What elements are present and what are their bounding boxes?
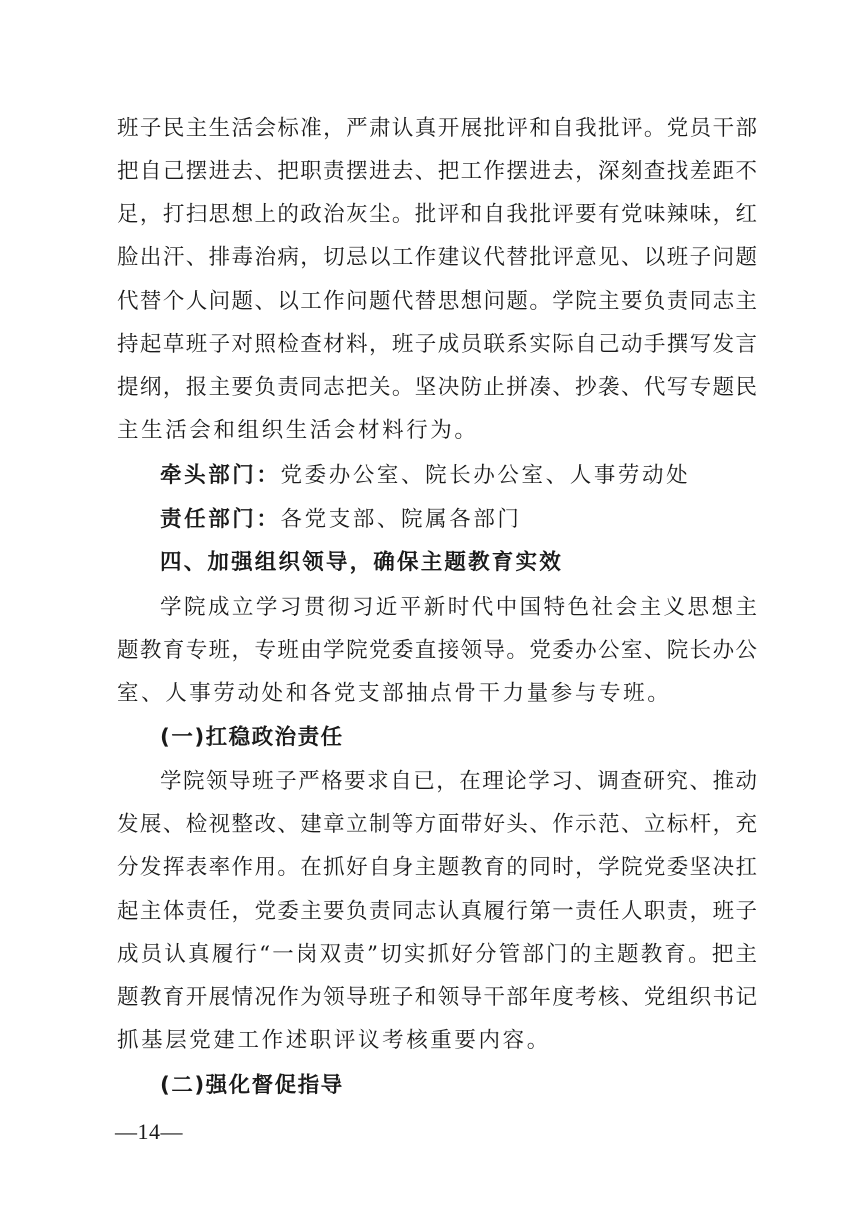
- paragraph-line: 成员认真履行“一岗双责”切实抓好分管部门的主题教育。把主: [117, 942, 757, 967]
- subsection-heading: (二)强化督促指导: [160, 1073, 344, 1098]
- paragraph-line: 提纲，报主要负责同志把关。坚决防止拼凑、抄袭、代写专题民: [117, 375, 757, 400]
- lead-department-label: 牵头部门：: [160, 463, 281, 488]
- paragraph-line: 足，打扫思想上的政治灰尘。批评和自我批评要有党味辣味，红: [117, 202, 757, 227]
- paragraph-line: 学院成立学习贯彻习近平新时代中国特色社会主义思想主: [160, 595, 757, 620]
- paragraph-line: 抓基层党建工作述职评议考核重要内容。: [117, 1028, 551, 1053]
- paragraph-line: 发展、检视整改、建章立制等方面带好头、作示范、立标杆，充: [117, 812, 757, 837]
- paragraph-line: 主生活会和组织生活会材料行为。: [117, 418, 479, 443]
- paragraph-line: 脸出汗、排毒治病，切忌以工作建议代替批评意见、以班子问题: [117, 245, 757, 270]
- paragraph-line: 班子民主生活会标准，严肃认真开展批评和自我批评。党员干部: [117, 116, 757, 141]
- subsection-heading: (一)扛稳政治责任: [160, 725, 344, 750]
- paragraph-line: 题教育开展情况作为领导班子和领导干部年度考核、党组织书记: [117, 985, 757, 1010]
- responsible-department: [160, 505, 757, 535]
- paragraph-line: 学院领导班子严格要求自已，在理论学习、调查研究、推动: [160, 769, 757, 794]
- paragraph-line: 室、人事劳动处和各党支部抽点骨干力量参与专班。: [117, 681, 672, 706]
- section-heading: 四、加强组织领导，确保主题教育实效: [160, 550, 563, 575]
- lead-department-value: 党委办公室、院长办公室、人事劳动处: [280, 463, 691, 488]
- paragraph-line: 持起草班子对照检查材料，班子成员联系实际自己动手撰写发言: [117, 332, 757, 357]
- page-number: —14—: [115, 1119, 183, 1144]
- paragraph-line: 分发挥表率作用。在抓好自身主题教育的同时，学院党委坚决扛: [117, 855, 757, 880]
- responsible-department-label: 责任部门：: [160, 507, 281, 532]
- paragraph-line: 起主体责任，党委主要负责同志认真履行第一责任人职责，班子: [117, 899, 757, 924]
- lead-department: [160, 461, 757, 491]
- responsible-department-value: 各党支部、院属各部门: [280, 507, 522, 532]
- paragraph-line: 题教育专班，专班由学院党委直接领导。党委办公室、院长办公: [117, 638, 757, 663]
- paragraph-line: 代替个人问题、以工作问题代替思想问题。学院主要负责同志主: [117, 289, 757, 314]
- paragraph-line: 把自己摆进去、把职责摆进去、把工作摆进去，深刻查找差距不: [117, 159, 757, 184]
